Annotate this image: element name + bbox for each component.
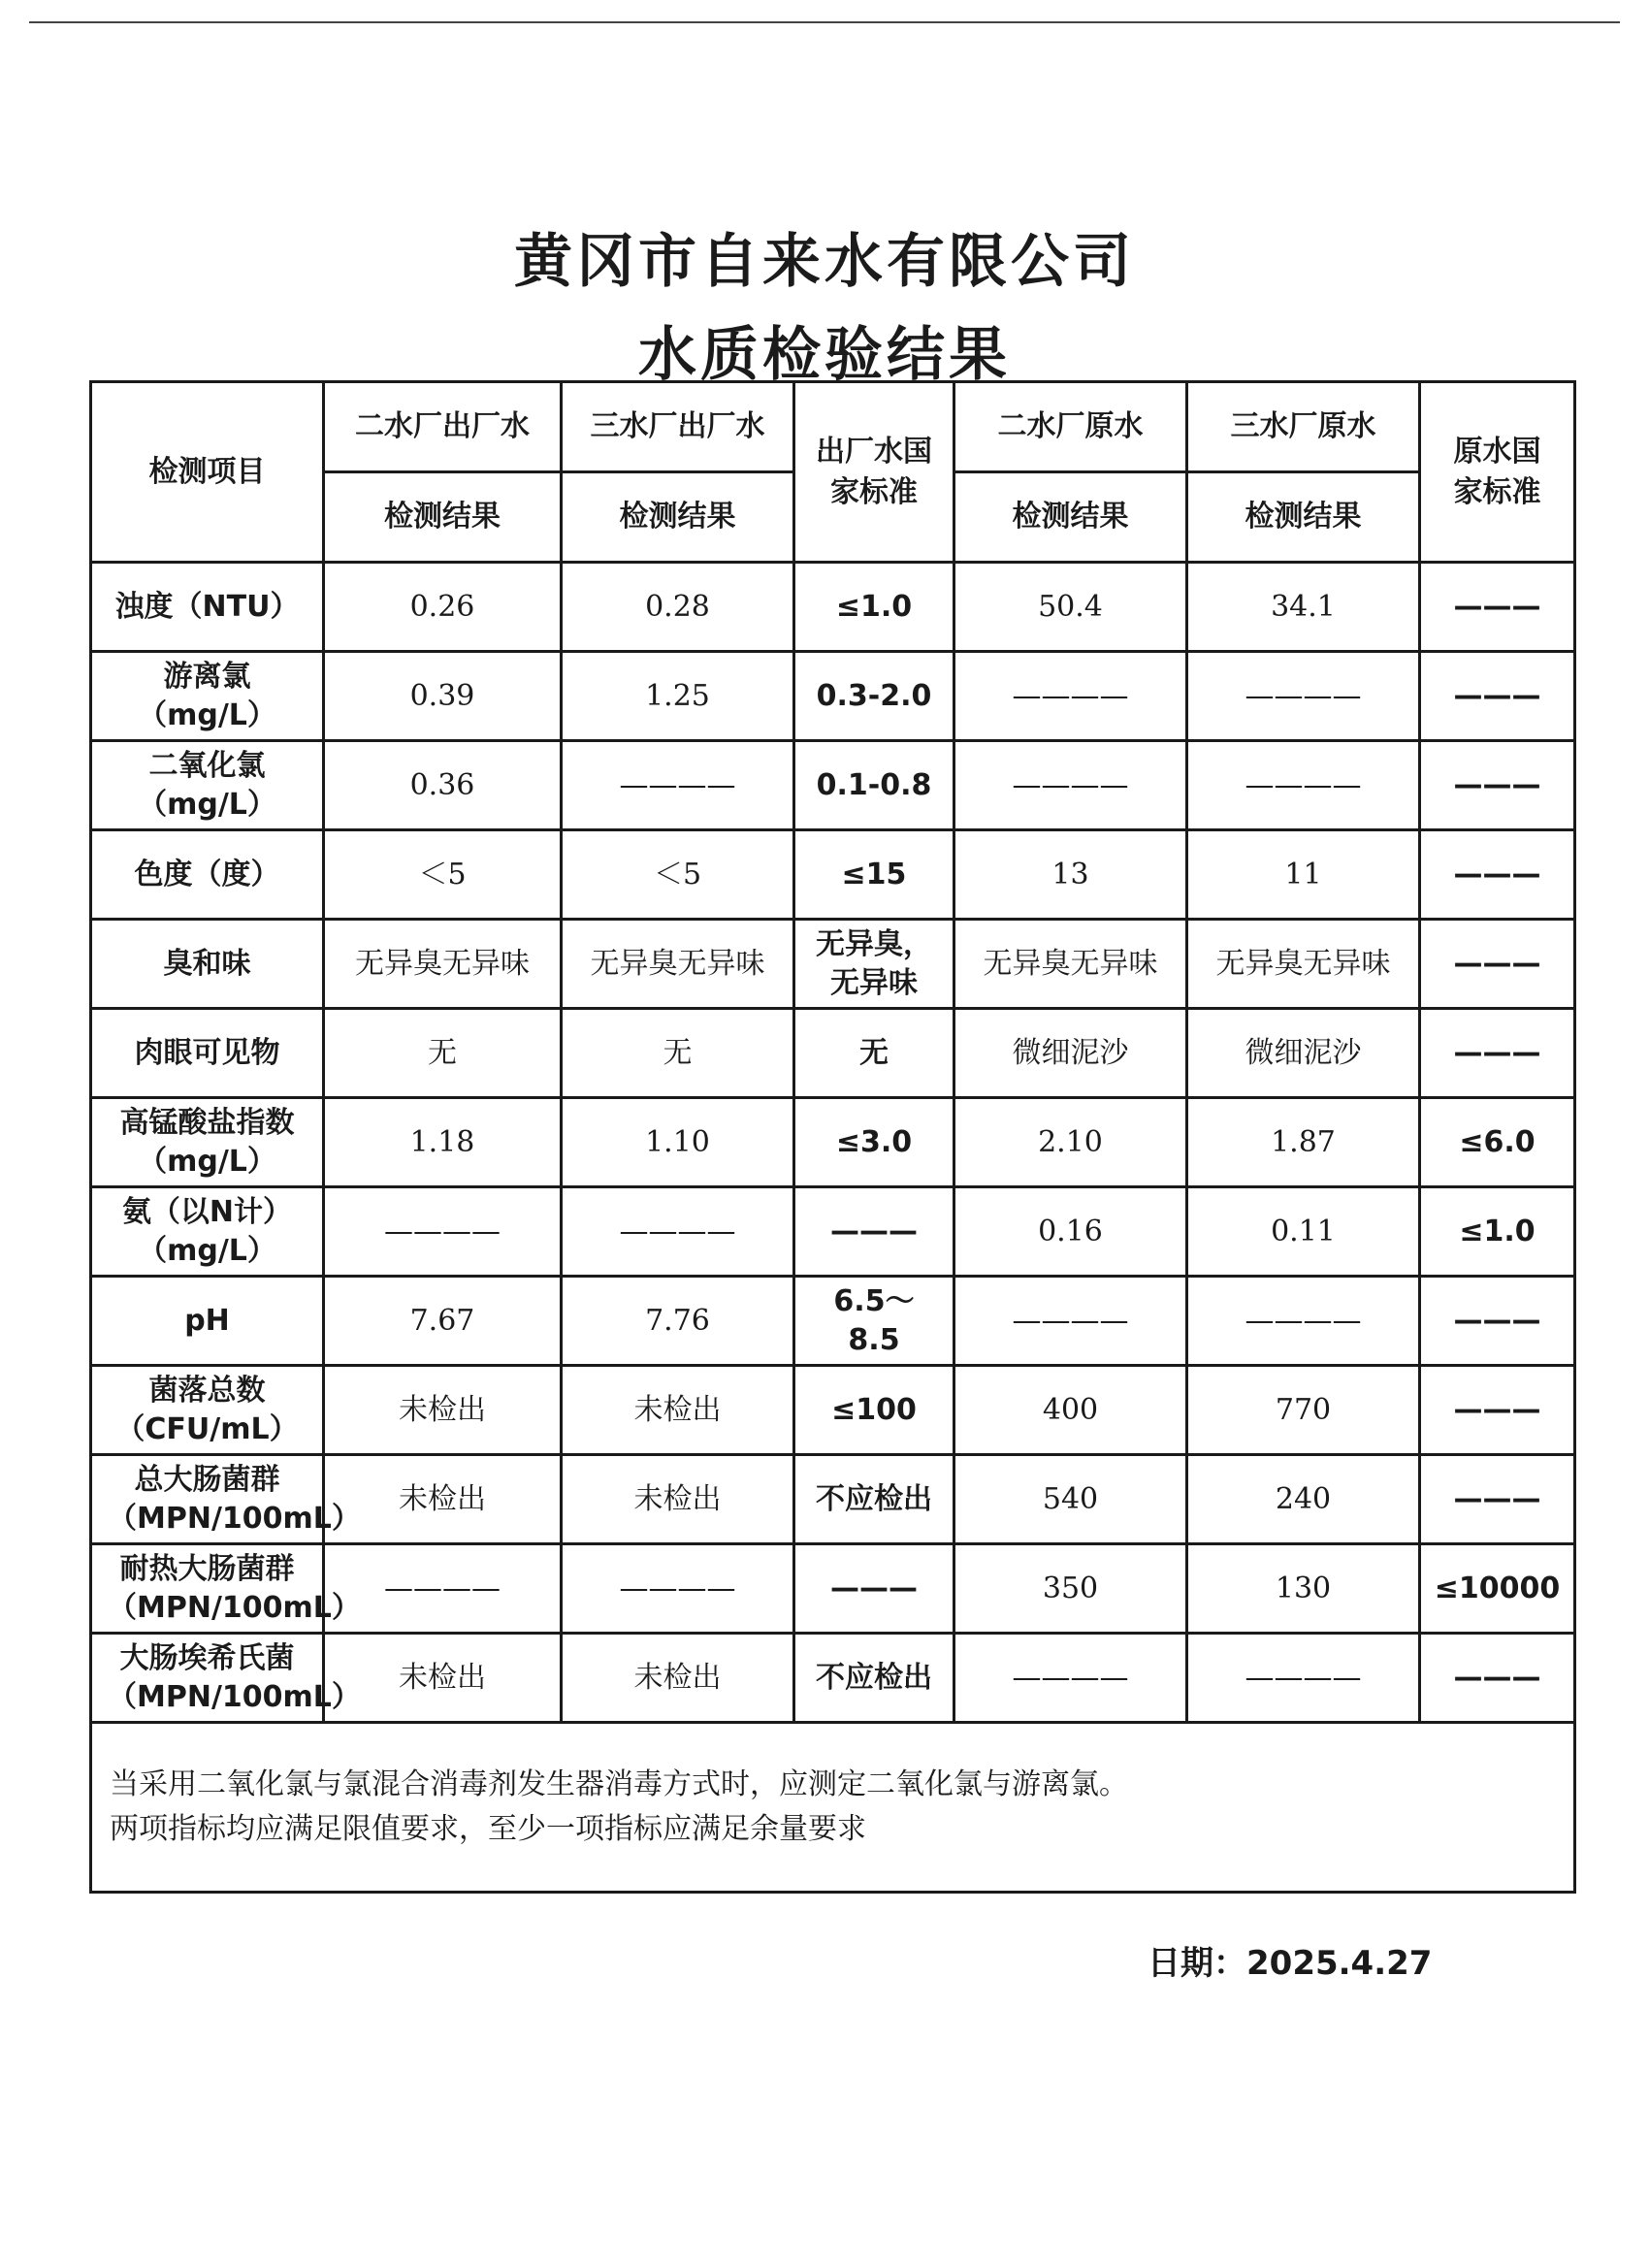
plant3-outlet-value: ———— [562, 741, 794, 830]
plant2-raw-value: 2.10 [954, 1098, 1187, 1187]
header-item: 检测项目 [91, 382, 324, 563]
item-name: 浊度（NTU） [91, 563, 324, 652]
item-name: 二氧化氯（mg/L） [91, 741, 324, 830]
plant2-raw-value: 400 [954, 1366, 1187, 1455]
plant2-raw-value: 13 [954, 830, 1187, 920]
plant3-raw-value: ———— [1187, 1277, 1420, 1366]
raw-standard-value: ——— [1420, 1634, 1575, 1723]
plant2-raw-value: 无异臭无异味 [954, 920, 1187, 1009]
table-row [91, 1277, 1575, 1366]
plant2-raw-value: ———— [954, 1277, 1187, 1366]
table-row [91, 563, 1575, 652]
plant3-outlet-value: 无异臭无异味 [562, 920, 794, 1009]
plant3-raw-value: 130 [1187, 1544, 1420, 1634]
raw-standard-value: ≤6.0 [1420, 1098, 1575, 1187]
plant3-raw-value: ———— [1187, 652, 1420, 741]
item-name: 游离氯（mg/L） [91, 652, 324, 741]
plant3-outlet-value: 未检出 [562, 1366, 794, 1455]
table-row [91, 1098, 1575, 1187]
item-name: 色度（度） [91, 830, 324, 920]
plant2-raw-value: 540 [954, 1455, 1187, 1544]
plant3-outlet-value: 7.76 [562, 1277, 794, 1366]
raw-standard-value: ——— [1420, 920, 1575, 1009]
report-date: 日期：2025.4.27 [1148, 1944, 1433, 1983]
plant2-outlet-value: 0.36 [324, 741, 562, 830]
plant2-outlet-value: 0.39 [324, 652, 562, 741]
plant2-outlet-value: ———— [324, 1544, 562, 1634]
plant3-raw-value: 1.87 [1187, 1098, 1420, 1187]
item-name: 大肠埃希氏菌（MPN/100mL） [91, 1634, 324, 1723]
footnote [91, 1723, 1575, 1893]
raw-standard-value: ——— [1420, 1366, 1575, 1455]
table-row [91, 1634, 1575, 1723]
outlet-standard-value: ≤1.0 [794, 563, 954, 652]
raw-standard-value: ——— [1420, 1455, 1575, 1544]
plant2-raw-value: ———— [954, 1634, 1187, 1723]
plant2-outlet-value: 未检出 [324, 1634, 562, 1723]
outlet-standard-value: ≤15 [794, 830, 954, 920]
item-name: 高锰酸盐指数（mg/L） [91, 1098, 324, 1187]
item-name: 肉眼可见物 [91, 1009, 324, 1098]
raw-standard-value: ≤10000 [1420, 1544, 1575, 1634]
item-name: pH [91, 1277, 324, 1366]
footnote-line-2: 两项指标均应满足限值要求，至少一项指标应满足余量要求 [110, 1812, 866, 1846]
outlet-standard-value: 0.1-0.8 [794, 741, 954, 830]
plant3-outlet-value: ＜5 [562, 830, 794, 920]
item-name: 总大肠菌群（MPN/100mL） [91, 1455, 324, 1544]
plant2-outlet-value: 1.18 [324, 1098, 562, 1187]
table-row [91, 1544, 1575, 1634]
outlet-standard-value: ≤100 [794, 1366, 954, 1455]
outlet-standard-value: 不应检出 [794, 1634, 954, 1723]
outlet-standard-value: 不应检出 [794, 1455, 954, 1544]
item-name: 氨（以N计）（mg/L） [91, 1187, 324, 1277]
plant3-raw-value: 770 [1187, 1366, 1420, 1455]
plant2-raw-value: 0.16 [954, 1187, 1187, 1277]
table-row [91, 1455, 1575, 1544]
outlet-standard-value: 6.5～8.5 [794, 1277, 954, 1366]
header-plant3-outlet: 三水厂出厂水 [562, 382, 794, 472]
raw-standard-value: ≤1.0 [1420, 1187, 1575, 1277]
plant2-outlet-value: ＜5 [324, 830, 562, 920]
top-border-line [29, 21, 1620, 23]
plant3-raw-value: ———— [1187, 1634, 1420, 1723]
plant2-outlet-value: 无 [324, 1009, 562, 1098]
plant3-outlet-value: ———— [562, 1187, 794, 1277]
raw-standard-value: ——— [1420, 563, 1575, 652]
plant3-raw-value: 11 [1187, 830, 1420, 920]
plant3-raw-value: 0.11 [1187, 1187, 1420, 1277]
subheader-result: 检测结果 [1187, 472, 1420, 563]
plant2-raw-value: ———— [954, 652, 1187, 741]
outlet-standard-value: ≤3.0 [794, 1098, 954, 1187]
outlet-standard-value: 无异臭，无异味 [794, 920, 954, 1009]
plant3-outlet-value: 无 [562, 1009, 794, 1098]
table-row [91, 1187, 1575, 1277]
outlet-standard-value: ——— [794, 1187, 954, 1277]
plant2-outlet-value: ———— [324, 1187, 562, 1277]
plant2-outlet-value: 未检出 [324, 1455, 562, 1544]
plant2-raw-value: 微细泥沙 [954, 1009, 1187, 1098]
footnote-line-1: 当采用二氧化氯与氯混合消毒剂发生器消毒方式时，应测定二氧化氯与游离氯。 [110, 1767, 1128, 1801]
plant3-outlet-value: ———— [562, 1544, 794, 1634]
plant2-raw-value: 50.4 [954, 563, 1187, 652]
plant3-raw-value: 34.1 [1187, 563, 1420, 652]
header-plant2-outlet: 二水厂出厂水 [324, 382, 562, 472]
table-row [91, 1009, 1575, 1098]
table-row [91, 1366, 1575, 1455]
plant2-raw-value: ———— [954, 741, 1187, 830]
table-row [91, 920, 1575, 1009]
report-title: 水质检验结果 [638, 321, 1011, 389]
raw-standard-value: ——— [1420, 830, 1575, 920]
plant2-outlet-value: 无异臭无异味 [324, 920, 562, 1009]
table-row [91, 741, 1575, 830]
raw-standard-value: ——— [1420, 741, 1575, 830]
company-title: 黄冈市自来水有限公司 [514, 228, 1135, 296]
plant3-outlet-value: 1.10 [562, 1098, 794, 1187]
table-row [91, 652, 1575, 741]
item-name: 臭和味 [91, 920, 324, 1009]
header-plant2-raw: 二水厂原水 [954, 382, 1187, 472]
raw-standard-value: ——— [1420, 1277, 1575, 1366]
subheader-result: 检测结果 [324, 472, 562, 563]
outlet-standard-value: 0.3-2.0 [794, 652, 954, 741]
item-name: 菌落总数（CFU/mL） [91, 1366, 324, 1455]
subheader-result: 检测结果 [954, 472, 1187, 563]
plant3-outlet-value: 0.28 [562, 563, 794, 652]
item-name: 耐热大肠菌群（MPN/100mL） [91, 1544, 324, 1634]
plant3-raw-value: 240 [1187, 1455, 1420, 1544]
table-body [91, 563, 1575, 1723]
plant2-outlet-value: 7.67 [324, 1277, 562, 1366]
raw-standard-value: ——— [1420, 1009, 1575, 1098]
plant3-outlet-value: 1.25 [562, 652, 794, 741]
plant2-outlet-value: 未检出 [324, 1366, 562, 1455]
water-quality-table [89, 380, 1576, 1894]
outlet-standard-value: ——— [794, 1544, 954, 1634]
outlet-standard-value: 无 [794, 1009, 954, 1098]
plant3-raw-value: 无异臭无异味 [1187, 920, 1420, 1009]
subheader-result: 检测结果 [562, 472, 794, 563]
plant3-outlet-value: 未检出 [562, 1455, 794, 1544]
plant2-outlet-value: 0.26 [324, 563, 562, 652]
raw-standard-value: ——— [1420, 652, 1575, 741]
plant3-outlet-value: 未检出 [562, 1634, 794, 1723]
plant3-raw-value: 微细泥沙 [1187, 1009, 1420, 1098]
plant2-raw-value: 350 [954, 1544, 1187, 1634]
header-raw-standard: 原水国家标准 [1420, 382, 1575, 563]
plant3-raw-value: ———— [1187, 741, 1420, 830]
table-row [91, 830, 1575, 920]
header-outlet-standard: 出厂水国家标准 [794, 382, 954, 563]
header-plant3-raw: 三水厂原水 [1187, 382, 1420, 472]
